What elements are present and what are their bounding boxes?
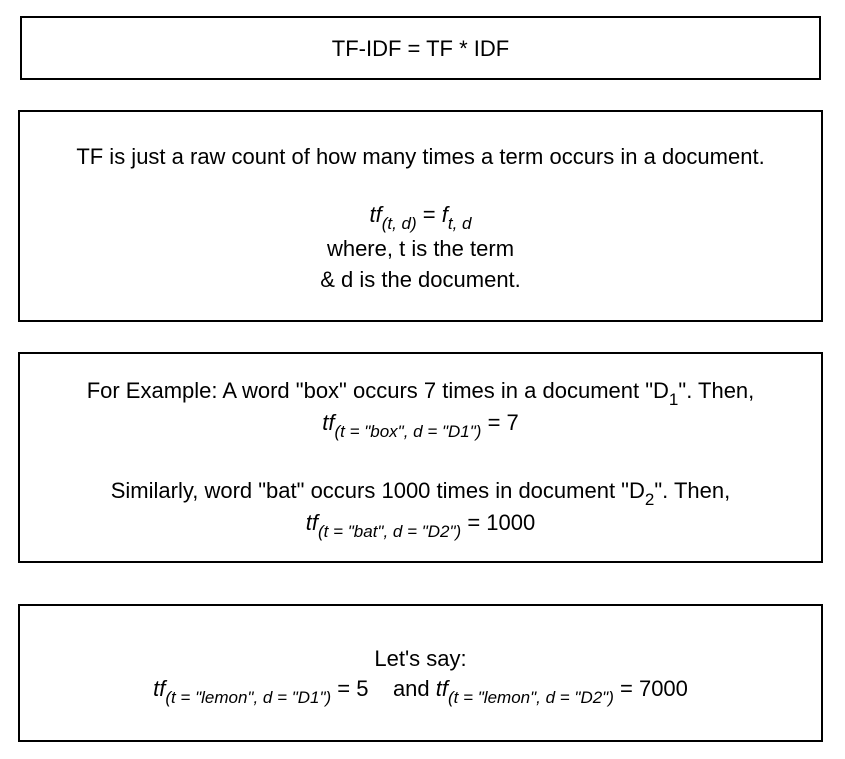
example-box-tf: tf (322, 410, 335, 435)
lemon-d2-subscript: (t = "lemon", d = "D2") (448, 688, 614, 707)
example-box-sentence (20, 378, 821, 409)
tf-formula-equals: = (416, 202, 442, 227)
example-bat-result: = 1000 (461, 510, 536, 535)
lemon-connector: and (368, 676, 436, 701)
lemon-d1-subscript: (t = "lemon", d = "D1") (165, 688, 332, 707)
example-box-result: = 7 (481, 410, 519, 435)
example-bat-doc-subscript: 2 (644, 490, 655, 509)
example-box-text: For Example: A word "box" occurs 7 times in a document "D (86, 378, 669, 403)
lemon-d2-result: = 7000 (613, 676, 688, 701)
tf-formula-rhs: f (441, 202, 448, 227)
example-bat-formula (20, 510, 821, 541)
tf-definition-box (18, 110, 823, 322)
example-box-doc-subscript: 1 (668, 390, 679, 409)
lemon-d1-tf: tf (153, 676, 166, 701)
example-box-tf-subscript: (t = "box", d = "D1") (334, 422, 482, 441)
where-term-line: where, t is the term (326, 236, 515, 261)
lemon-example-box (18, 604, 823, 742)
example-bat-text-end: ". Then, (654, 478, 731, 503)
lemon-d2-tf: tf (435, 676, 449, 701)
example-bat-tf: tf (305, 510, 318, 535)
tfidf-formula-box (20, 16, 821, 80)
tf-example-box (18, 352, 823, 563)
example-bat-sentence (20, 478, 821, 509)
tf-formula-lhs: tf (369, 202, 382, 227)
example-box-formula (20, 410, 821, 441)
tfidf-formula: TF-IDF = TF * IDF (331, 36, 510, 61)
lemon-d1-result: = 5 (331, 676, 369, 701)
example-box-text-end: ". Then, (678, 378, 755, 403)
lets-say-label: Let's say: (374, 646, 467, 671)
lemon-formula-line (20, 676, 821, 707)
tf-formula-lhs-subscript: (t, d) (381, 214, 417, 233)
tf-formula-rhs-subscript: t, d (447, 214, 472, 233)
tf-description: TF is just a raw count of how many times a term occurs in a document. (76, 144, 765, 169)
example-bat-tf-subscript: (t = "bat", d = "D2") (318, 522, 462, 541)
tf-formula (20, 202, 821, 233)
example-bat-text: Similarly, word "bat" occurs 1000 times in document "D (110, 478, 645, 503)
and-document-line: & d is the document. (320, 267, 521, 292)
